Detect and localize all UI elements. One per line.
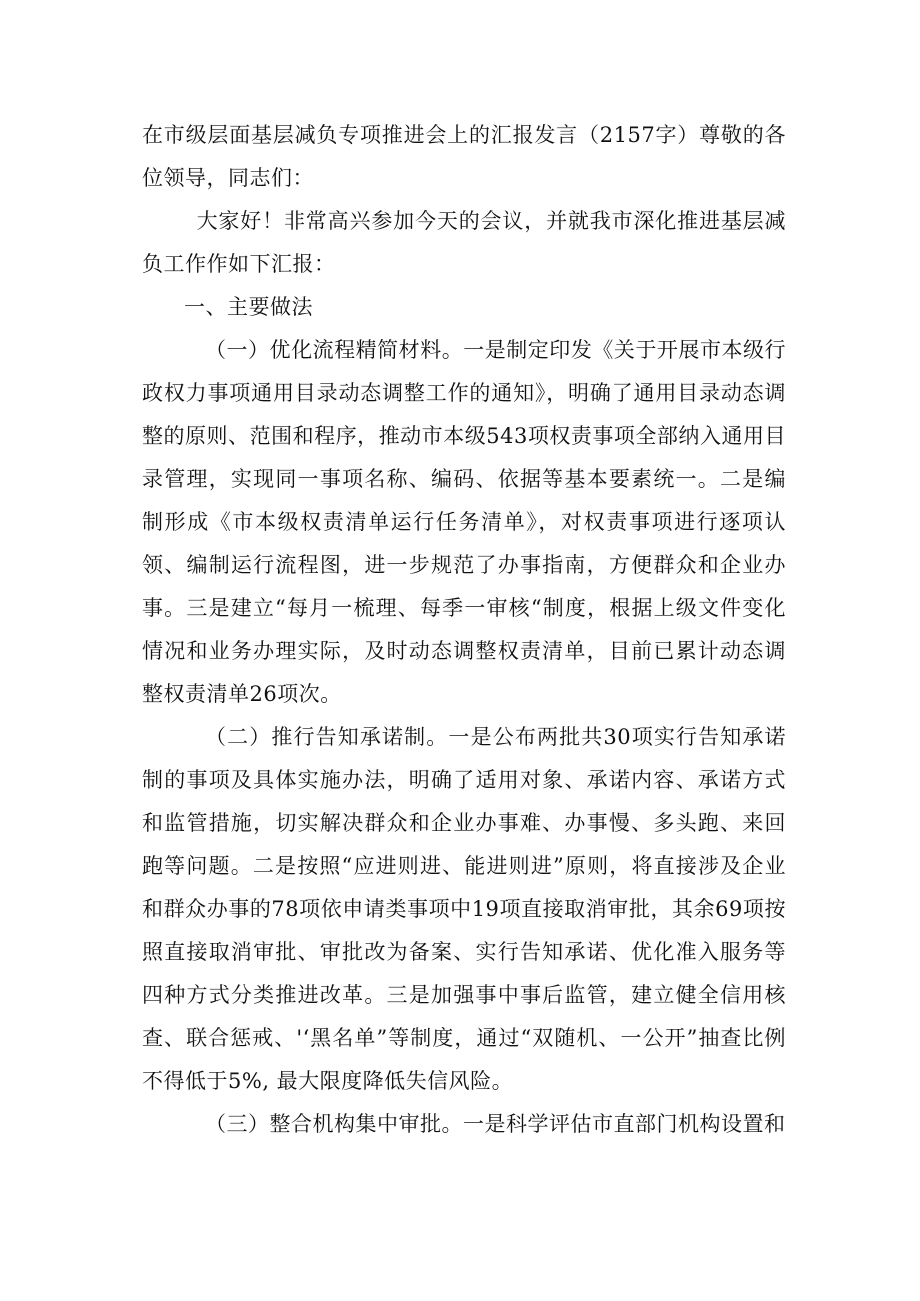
greeting-paragraph: 大家好！非常高兴参加今天的会议，并就我市深化推进基层减负工作作如下汇报： — [142, 209, 786, 276]
paragraph-1: （一）优化流程精简材料。一是制定印发《关于开展市本级行政权力事项通用目录动态调整工作的通知》，明确了通用目录动态调整的原则、范围和程序，推动市本级543项权责事项全部纳入通用目录管理，实现同一事项名称、编码、依据等基本要素统一。二是编制形成《市本级权责清单运行任务清单》，对权责事项进行逐项认领、编制运行流程图，进一步规范了办事指南，方便群众和企业办事。三是建立“每月一梳理、每季一审核“制度，根据上级文件变化情况和业务办理实际，及时动态调整权责清单，目前已累计动态调整权责清单26项次。 — [142, 338, 786, 706]
paragraph-2: （二）推行告知承诺制。一是公布两批共30项实行告知承诺制的事项及具体实施办法，明确了适用对象、承诺内容、承诺方式和监管措施，切实解决群众和企业办事难、办事慢、多头跑、来回跑等问题。二是按照“应进则进、能进则进”原则，将直接涉及企业和群众办事的78项依申请类事项中19项直接取消审批，其余69项按照直接取消审批、审批改为备案、实行告知承诺、优化准入服务等四种方式分类推进改革。三是加强事中事后监管，建立健全信用核查、联合惩戒、'‘黑名单”等制度，通过“双随机、一公开”抽查比例不得低于5%, 最大限度降低失信风险。 — [142, 725, 786, 1093]
document-body — [142, 114, 786, 1146]
document-title-line: 在市级层面基层减负专项推进会上的汇报发言（2157字）尊敬的各位领导，同志们： — [142, 123, 786, 190]
paragraph-3: （三）整合机构集中审批。一是科学评估市直部门机构设置和 — [205, 1112, 786, 1136]
section-heading: 一、主要做法 — [184, 295, 313, 319]
